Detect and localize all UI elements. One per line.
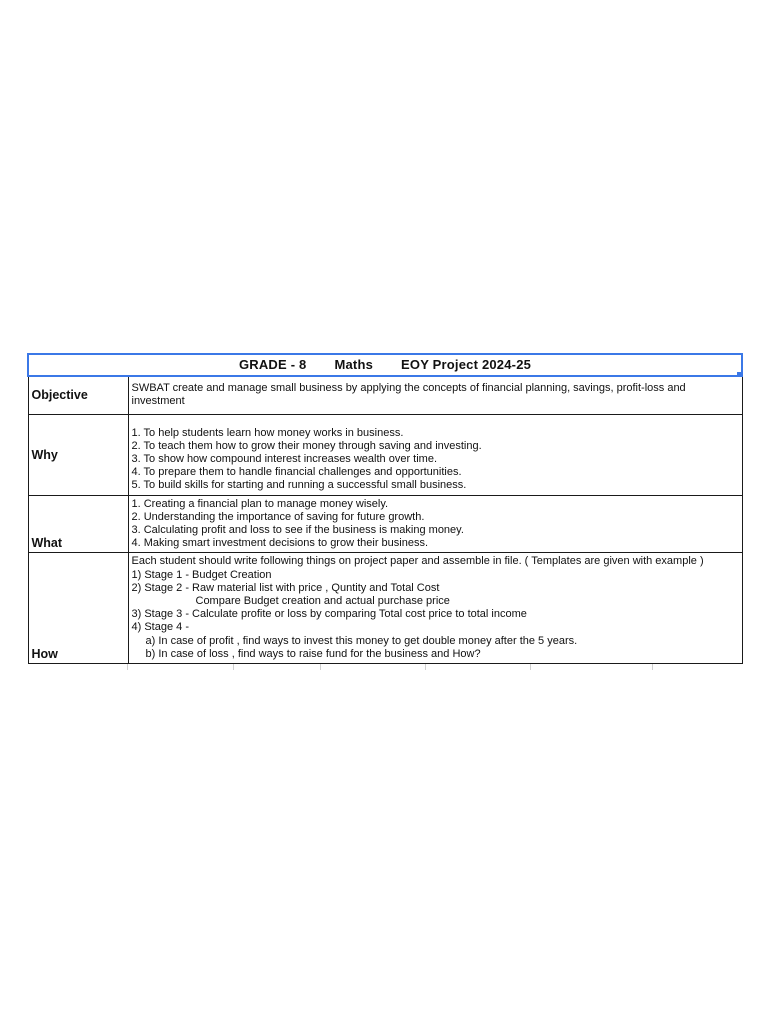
gridline — [233, 664, 234, 670]
gridline — [127, 664, 128, 670]
what-line: 4. Making smart investment decisions to grow their business. — [131, 537, 429, 550]
how-line: Compare Budget creation and actual purchase price — [195, 594, 450, 607]
how-line: a) In case of profit , find ways to invest this money to get double money after the 5 years. — [145, 634, 578, 647]
title-row — [28, 354, 742, 376]
project-sheet — [27, 353, 741, 664]
why-content-cell[interactable] — [128, 414, 742, 495]
how-line: Each student should write following things on project paper and assemble in file. ( Templates are given with example ) — [131, 555, 704, 568]
objective-row — [28, 376, 742, 414]
how-label-cell[interactable] — [28, 553, 128, 664]
why-line: 5. To build skills for starting and running a successful small business. — [131, 479, 467, 492]
why-label: Why — [31, 447, 58, 462]
objective-label: Objective — [31, 388, 88, 403]
objective-line: investment — [131, 395, 185, 408]
what-line: 3. Calculating profit and loss to see if the business is making money. — [131, 523, 464, 536]
gridline — [320, 664, 321, 670]
why-line: 1. To help students learn how money works in business. — [131, 426, 404, 439]
how-line: 1) Stage 1 - Budget Creation — [131, 568, 272, 581]
why-line: 4. To prepare them to handle financial challenges and opportunities. — [131, 466, 462, 479]
gridline — [652, 664, 653, 670]
what-line: 1. Creating a financial plan to manage money wisely. — [131, 497, 389, 510]
why-label-cell[interactable] — [28, 414, 128, 495]
what-label-cell[interactable] — [28, 495, 128, 553]
what-label: What — [31, 536, 63, 551]
what-line: 2. Understanding the importance of saving for future growth. — [131, 510, 425, 523]
how-row — [28, 553, 742, 664]
project-title: EOY Project 2024-25 — [401, 357, 532, 372]
how-content-cell[interactable] — [128, 553, 742, 664]
selection-handle[interactable] — [737, 372, 742, 377]
what-content-cell[interactable] — [128, 495, 742, 553]
title-cell[interactable] — [28, 354, 742, 376]
how-line: b) In case of loss , find ways to raise fund for the business and How? — [145, 647, 481, 660]
gridline — [425, 664, 426, 670]
why-row — [28, 414, 742, 495]
objective-label-cell[interactable] — [28, 376, 128, 414]
how-line: 4) Stage 4 - — [131, 621, 189, 634]
what-row — [28, 495, 742, 553]
how-line: 3) Stage 3 - Calculate profite or loss by comparing Total cost price to total income — [131, 608, 527, 621]
gridline — [530, 664, 531, 670]
why-line: 2. To teach them how to grow their money through saving and investing. — [131, 439, 482, 452]
project-table — [27, 353, 743, 664]
objective-content-cell[interactable] — [128, 376, 742, 414]
how-label: How — [31, 646, 58, 661]
objective-line: SWBAT create and manage small business by applying the concepts of financial planning, savings, profit-loss and — [131, 382, 686, 394]
subject-title: Maths — [334, 357, 374, 372]
why-line: 3. To show how compound interest increases wealth over time. — [131, 452, 438, 465]
grade-title: GRADE - 8 — [238, 357, 307, 372]
how-line: 2) Stage 2 - Raw material list with price , Quntity and Total Cost — [131, 581, 440, 594]
